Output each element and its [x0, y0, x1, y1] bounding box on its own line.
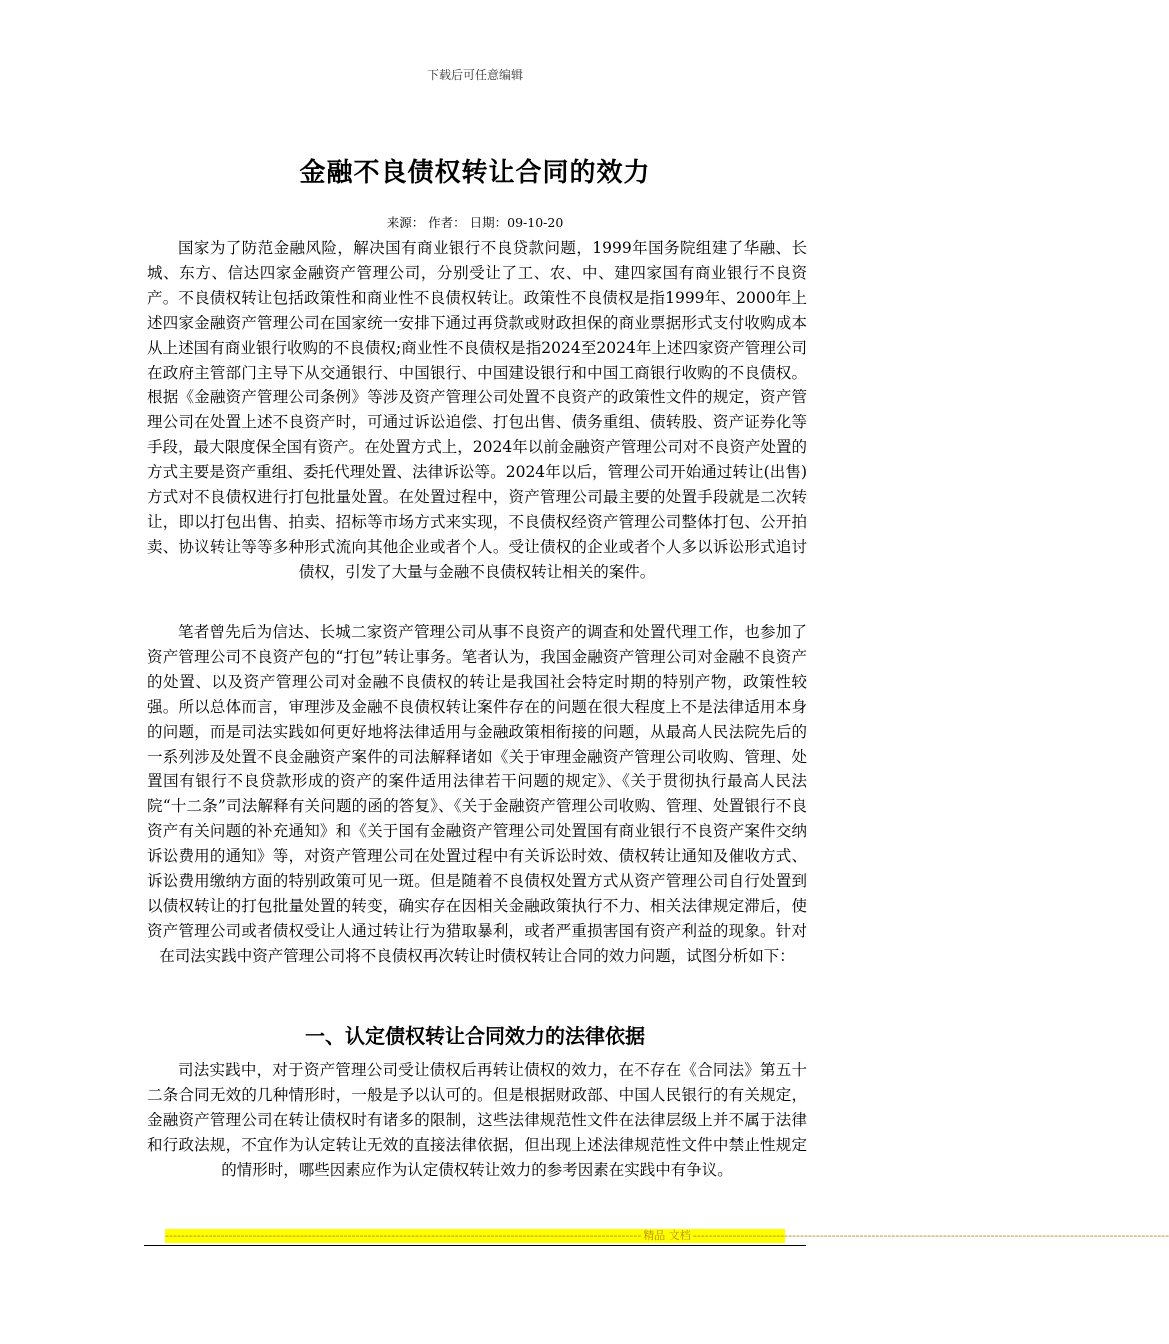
footer-label: 精品 文档	[643, 1229, 691, 1242]
body-paragraph-2: 笔者曾先后为信达、长城二家资产管理公司从事不良资产的调查和处置代理工作，也参加了资产管理公司不良资产包的“打包”转让事务。笔者认为，我国金融资产管理公司对金融不良资产的处置、以及资产管理公司对金融不良债权的转让是我国社会特定时期的特别产物，政策性较强。所以总体而言，审理涉及金融不良债权转让案件存在的问题在很大程度上不是法律适用本身的问题，而是司法实践如何更好地将法律适用与金融政策相衔接的问题，从最高人民法院先后的一系列涉及处置不良金融资产案件的司法解释诸如《关于审理金融资产管理公司收购、管理、处置国有银行不良贷款形成的资产的案件适用法律若干问题的规定》、《关于贯彻执行最高人民法院“十二条”司法解释有关问题的函的答复》、《关于金融资产管理公司收购、管理、处置银行不良资产有关问题的补充通知》和《关于国有金融资产管理公司处置国有商业银行不良资产案件交纳诉讼费用的通知》等，对资产管理公司在处置过程中有关诉讼时效、债权转让通知及催收方式、诉讼费用缴纳方面的特别政策可见一斑。但是随着不良债权处置方式从资产管理公司自行处置到以债权转让的打包批量处置的转变，确实存在因相关金融政策执行不力、相关法律规定滞后，使资产管理公司或者债权受让人通过转让行为猎取暴利，或者严重损害国有资产利益的现象。针对在司法实践中资产管理公司将不良债权再次转让时债权转让合同的效力问题，试图分析如下：	[147, 623, 807, 965]
page-header-note: 下载后可任意编辑	[426, 68, 523, 82]
document-meta: 来源： 作者： 日期：09-10-20	[386, 215, 564, 230]
section-heading: 一、认定债权转让合同效力的法律依据	[305, 1024, 645, 1048]
footer-dash-left: ------------------------------------------------------------------------------------------------------------------------	[165, 1229, 642, 1242]
document-title: 金融不良债权转让合同的效力	[299, 158, 651, 188]
body-paragraph-1: 国家为了防范金融风险，解决国有商业银行不良贷款问题，1999年国务院组建了华融、长城、东方、信达四家金融资产管理公司，分别受让了工、农、中、建四家国有商业银行不良资产。不良债权转让包括政策性和商业性不良债权转让。政策性不良债权是指1999年、2000年上述四家金融资产管理公司在国家统一安排下通过再贷款或财政担保的商业票据形式支付收购成本从上述国有商业银行收购的不良债权;商业性不良债权是指2024至2024年上述四家资产管理公司在政府主管部门主导下从交通银行、中国银行、中国建设银行和中国工商银行收购的不良债权。根据《金融资产管理公司条例》等涉及资产管理公司处置不良资产的政策性文件的规定，资产管理公司在处置上述不良资产时，可通过诉讼追偿、打包出售、债务重组、债转股、资产证券化等手段，最大限度保全国有资产。在处置方式上，2024年以前金融资产管理公司对不良资产处置的方式主要是资产重组、委托代理处置、法律诉讼等。2024年以后，管理公司开始通过转让(出售)方式对不良债权进行打包批量处置。在处置过程中，资产管理公司最主要的处置手段就是二次转让，即以打包出售、拍卖、招标等市场方式来实现，不良债权经资产管理公司整体打包、公开拍卖、协议转让等等多种形式流向其他企业或者个人。受让债权的企业或者个人多以诉讼形式追讨债权，引发了大量与金融不良债权转让相关的案件。	[147, 239, 807, 581]
section-paragraph: 司法实践中，对于资产管理公司受让债权后再转让债权的效力，在不存在《合同法》第五十二条合同无效的几种情形时，一般是予以认可的。但是根据财政部、中国人民银行的有关规定，金融资产管理公司在转让债权时有诸多的限制，这些法律规范性文件在法律层级上并不属于法律和行政法规，不宜作为认定转让无效的直接法律依据，但出现上述法律规范性文件中禁止性规定的情形时，哪些因素应作为认定债权转让效力的参考因素在实践中有争议。	[147, 1061, 807, 1179]
footer-watermark-band	[165, 1229, 1169, 1243]
footer-dash-right: ------------------------------------------------------------------------------------------------------------------------	[692, 1229, 1169, 1242]
footer-divider	[144, 1245, 806, 1246]
